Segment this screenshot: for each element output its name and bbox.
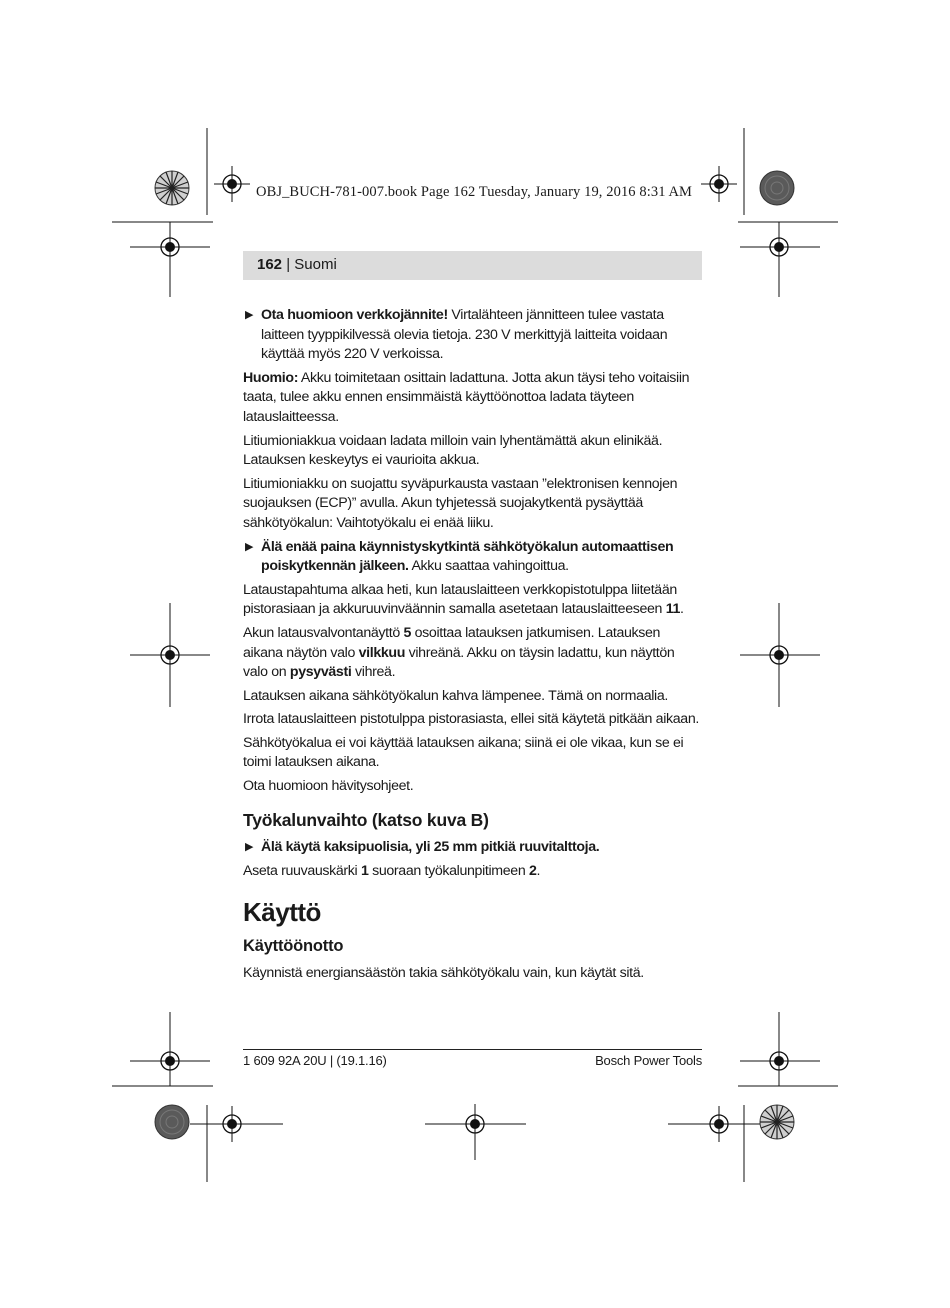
footer-brand: Bosch Power Tools	[595, 1053, 702, 1068]
emphasis: vilkkuu	[358, 644, 406, 661]
bullet-triangle-icon: ▶	[245, 309, 254, 321]
ref-number: 1	[360, 862, 369, 879]
paragraph: Sähkötyökalua ei voi käyttää latauksen aikana; siinä ei ole vikaa, kun se ei toimi latauksen aikana.	[243, 734, 684, 771]
warning-bullet	[243, 306, 702, 365]
gray-disk-icon	[760, 171, 794, 205]
footer-doc-number: 1 609 92A 20U | (19.1.16)	[243, 1053, 387, 1068]
subheading-startup: Käyttöönotto	[243, 937, 344, 956]
paragraph-text: .	[680, 601, 684, 618]
page-header-text	[257, 256, 337, 273]
star-target-icon	[760, 1105, 794, 1139]
warning-bullet	[243, 538, 702, 577]
section-heading-tool-change: Työkalunvaihto (katso kuva B)	[243, 809, 489, 830]
footer-divider	[243, 1049, 702, 1050]
paragraph: Käynnistä energiansäästön takia sähkötyökalu vain, kun käytät sitä.	[243, 964, 644, 981]
registration-mark-icon	[701, 166, 737, 202]
note-label: Huomio:	[243, 369, 299, 386]
page-number: 162	[257, 256, 283, 273]
main-content	[243, 306, 702, 987]
bullet-triangle-icon: ▶	[245, 841, 254, 854]
paragraph	[243, 369, 702, 428]
paragraph-text: osoittaa latauksen jatkumisen. Latauksen aikana näytön valo	[243, 624, 661, 661]
paragraph: Latauksen aikana sähkötyökalun kahva lämpenee. Tämä on normaalia.	[243, 687, 668, 704]
bullet-triangle-icon: ▶	[245, 540, 254, 553]
paragraph: Litiumioniakkua voidaan ladata milloin vain lyhentämättä akun elinikää. Latauksen keskeytys ei vaurioita akkua.	[243, 432, 663, 469]
warning-bold: Älä käytä kaksipuolisia, yli 25 mm pitkiä ruuvitalttoja.	[261, 839, 600, 856]
gray-disk-icon	[155, 1105, 189, 1139]
paragraph-text: suoraan työkalunpitimeen	[368, 862, 529, 879]
emphasis: pysyvästi	[289, 664, 352, 681]
ref-number: 2	[528, 862, 537, 879]
star-target-icon	[155, 171, 189, 205]
ref-number: 5	[403, 624, 412, 641]
warning-bold: Ota huomioon verkkojännite!	[261, 307, 448, 323]
ref-number: 11	[665, 601, 681, 618]
warning-text: Akku saattaa vahingoittua.	[408, 558, 569, 575]
paragraph: Irrota latauslaitteen pistotulppa pistorasiasta, ellei sitä käytetä pitkään aikaan.	[243, 711, 699, 728]
paragraph-text: vihreä.	[351, 664, 396, 681]
paragraph-text: .	[536, 862, 541, 879]
paragraph-text: vihreänä. Akku on täysin ladattu, kun näyttön valo on	[243, 644, 675, 681]
print-header: OBJ_BUCH-781-007.book Page 162 Tuesday, January 19, 2016 8:31 AM	[256, 184, 693, 200]
paragraph	[243, 624, 702, 683]
page-header-bar	[243, 251, 702, 280]
warning-bold: Älä enää paina käynnistyskytkintä sähkötyökalun automaattisen poiskytkennän jälkeen.	[261, 538, 674, 575]
paragraph-text: Lataustapahtuma alkaa heti, kun latauslaitteen verkkopistotulppa liitetään pistorasiaan ja akkuruuvinväännin samalla asetetaan latauslaitteeseen	[243, 581, 677, 618]
header-separator: |	[282, 256, 295, 273]
paragraph: Ota huomioon hävitysohjeet.	[243, 778, 414, 795]
warning-bullet	[243, 838, 702, 858]
paragraph-text: Aseta ruuvauskärki	[243, 862, 361, 879]
paragraph-text: Akun latausvalvontanäyttö	[243, 624, 404, 641]
paragraph: Litiumioniakku on suojattu syväpurkausta vastaan ”elektronisen kennojen suojauksen (ECP)” avulla. Akun tyhjetessä suojakytkentä pysäyttää sähkötyökalun: Vaihtotyökalu ei enää liiku.	[243, 475, 678, 531]
warning-text: Virtalähteen jännitteen tulee vastata laitteen tyyppikilvessä olevia tietoja. 230 V merkittyjä laitteita voidaan käyttää myös 220 V verkoissa.	[261, 307, 668, 363]
chapter-heading-usage: Käyttö	[243, 897, 321, 928]
paragraph	[243, 862, 702, 882]
registration-mark-icon	[214, 166, 250, 202]
paragraph-text: Akku toimitetaan osittain ladattuna. Jotta akun täysi teho voitaisiin taata, tulee akku ennen ensimmäistä käyttöönottoa ladata täyteen latauslaitteessa.	[243, 369, 690, 425]
page-language: Suomi	[294, 256, 337, 273]
paragraph	[243, 581, 702, 620]
